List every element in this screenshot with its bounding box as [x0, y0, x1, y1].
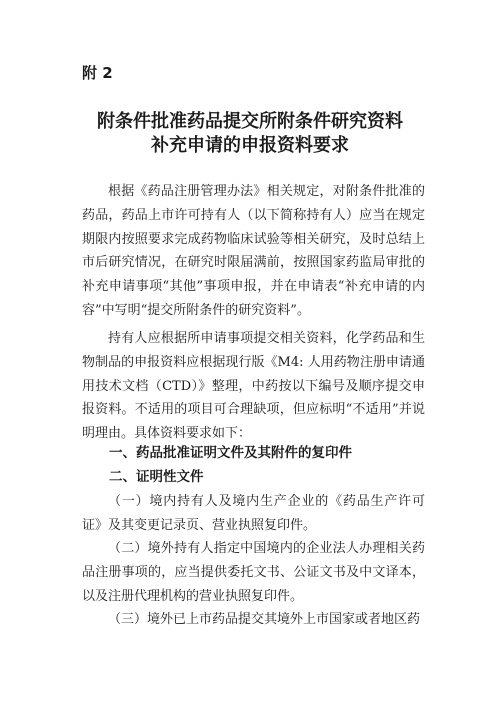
- section-heading-2: 二、证明性文件: [109, 469, 204, 485]
- document-title-line-1: 附条件批准药品提交所附条件研究资料: [97, 111, 403, 132]
- section-2-item-2: （二）境外持有人指定中国境内的企业法人办理相关药品注册事项的，应当提供委托文书、公证文书及中文译本，以及注册代理机构的营业执照复印件。: [82, 541, 425, 604]
- section-2-item-1: （一）境内持有人及境内生产企业的《药品生产许可证》及其变更记录页、营业执照复印件。: [82, 494, 425, 533]
- section-2-item-3: （三）境外已上市药品提交其境外上市国家或者地区药: [108, 612, 421, 627]
- intro-paragraph: 根据《药品注册管理办法》相关规定，对附条件批准的药品，药品上市许可持有人（以下简称持有人）应当在规定期限内按照要求完成药物临床试验等相关研究，及时总结上市后研究情况，在研究时限届满前，按照国家药监局审批的补充申请事项“其他”事项申报，并在申请表“补充申请的内容”中写明“提交所附条件的研究资料”。: [82, 184, 425, 318]
- document-title-line-2: 补充申请的申报资料要求: [151, 135, 349, 156]
- attachment-label: 附 2: [82, 64, 113, 82]
- requirements-paragraph: 持有人应根据所申请事项提交相关资料，化学药品和生物制品的申报资料应根据现行版《M4: 人用药物注册申请通用技术文档（CTD）》整理，中药按以下编号及顺序提交申报资料。不适用的项目可合理缺项，但应标明“不适用”并说明理由。具体资料要求如下：: [82, 331, 425, 442]
- section-heading-1: 一、药品批准证明文件及其附件的复印件: [109, 445, 352, 461]
